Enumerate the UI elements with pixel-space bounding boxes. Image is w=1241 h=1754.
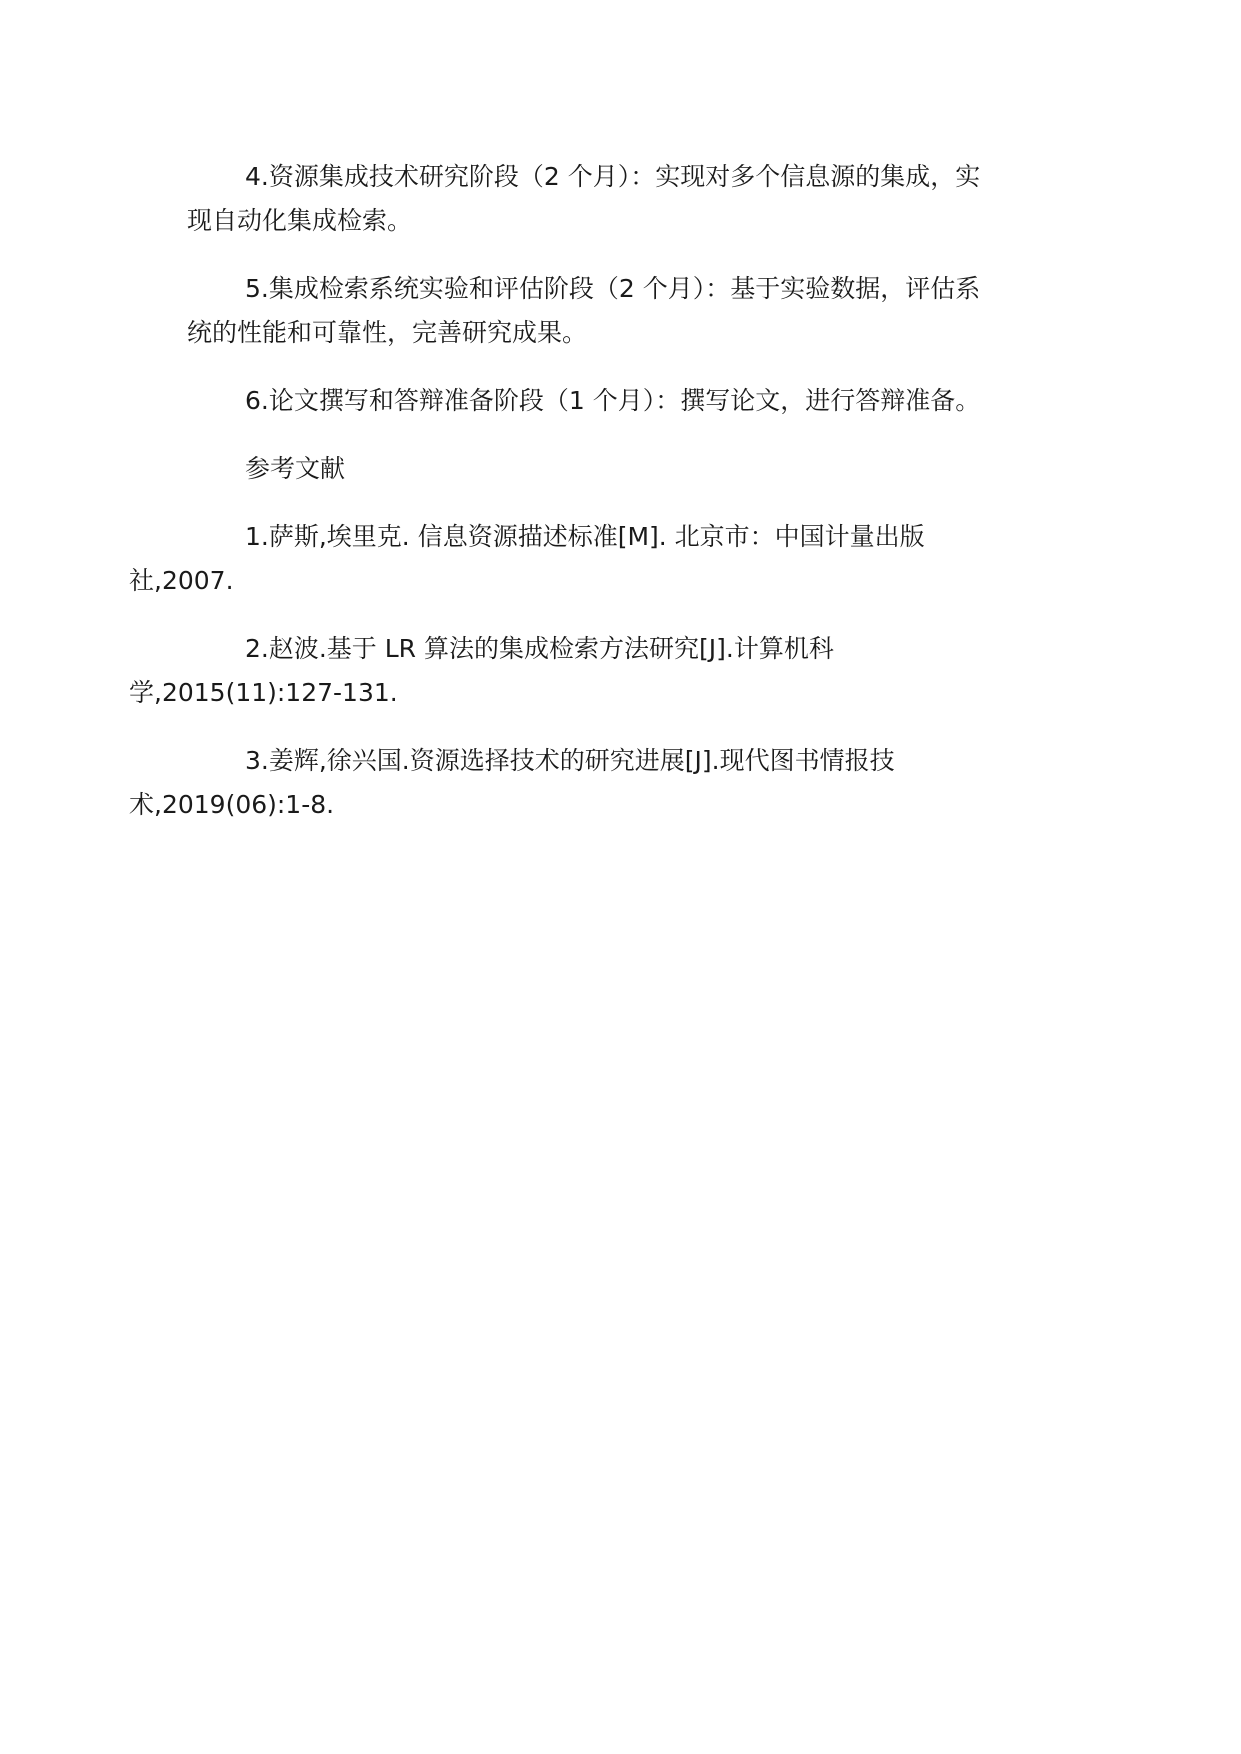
reference-item-1 [129,515,1057,603]
reference-item-2-line2: 学,2015(11):127-131. [129,678,398,707]
reference-item-1-line2: 社,2007. [129,566,234,595]
plan-item-6 [187,379,1057,423]
reference-item-3 [129,739,1057,827]
references-heading: 参考文献 [245,454,346,483]
plan-item-4-line2: 现自动化集成检索。 [187,206,413,235]
reference-item-2-line1: 2.赵波.基于 LR 算法的集成检索方法研究[J].计算机科 [245,634,834,663]
plan-item-5 [187,267,1057,355]
plan-item-6-line1: 6.论文撰写和答辩准备阶段（1 个月）：撰写论文，进行答辩准备。 [245,386,981,415]
document-body [129,155,1057,851]
plan-item-4-line1: 4.资源集成技术研究阶段（2 个月）：实现对多个信息源的集成，实 [245,162,981,191]
plan-item-4 [187,155,1057,243]
reference-item-3-line1: 3.姜辉,徐兴国.资源选择技术的研究进展[J].现代图书情报技 [245,746,895,775]
reference-item-3-line2: 术,2019(06):1-8. [129,790,335,819]
reference-item-2 [129,627,1057,715]
reference-item-1-line1: 1.萨斯,埃里克. 信息资源描述标准[M]. 北京市：中国计量出版 [245,522,925,551]
plan-item-5-line2: 统的性能和可靠性，完善研究成果。 [187,318,588,347]
plan-item-5-line1: 5.集成检索系统实验和评估阶段（2 个月）：基于实验数据，评估系 [245,274,981,303]
